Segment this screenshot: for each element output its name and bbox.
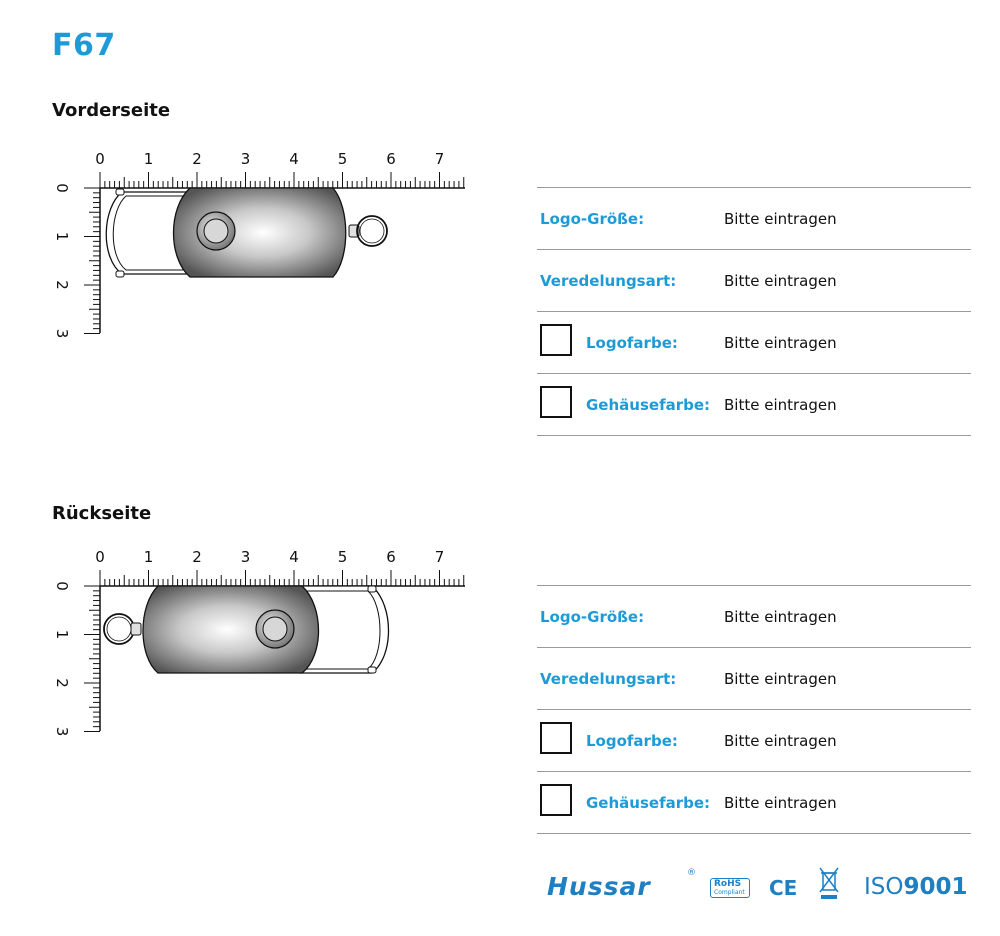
- iso-prefix: ISO: [864, 874, 904, 900]
- ruler-number-x: 2: [192, 150, 202, 168]
- finishing-type-label: Veredelungsart:: [540, 271, 677, 290]
- ruler-number-x: 2: [192, 548, 202, 566]
- back-ruler-y-numbers: [53, 581, 71, 736]
- front-ruler-y-numbers: [53, 183, 71, 338]
- ruler-number-x: 7: [434, 548, 445, 566]
- logo-color-checkbox[interactable]: [540, 722, 572, 754]
- iso-icon: [864, 874, 968, 900]
- front-row-logo-color: [537, 312, 971, 374]
- ruler-number-y: 1: [53, 629, 71, 640]
- ruler-number-x: 3: [240, 548, 251, 566]
- back-ruler-x-numbers: [95, 548, 444, 566]
- ruler-number-x: 4: [289, 548, 299, 566]
- ruler-number-y: 3: [53, 726, 71, 737]
- front-heading: Vorderseite: [52, 100, 171, 121]
- ruler-number-x: 4: [289, 150, 299, 168]
- logo-color-checkbox[interactable]: [540, 324, 572, 356]
- ruler-number-x: 3: [240, 150, 251, 168]
- ruler-number-y: 3: [53, 328, 71, 339]
- ruler-number-x: 7: [434, 150, 445, 168]
- ruler-number-y: 0: [53, 581, 71, 591]
- housing-color-label: Gehäusefarbe:: [586, 793, 711, 812]
- logo-size-label: Logo-Größe:: [540, 209, 645, 228]
- front-row-logo-size: [537, 187, 971, 250]
- logo-size-value[interactable]: Bitte eintragen: [724, 607, 837, 626]
- usb-stick-back: [104, 586, 389, 673]
- back-ruler-drawing: [40, 536, 470, 741]
- registered-mark: ®: [687, 868, 696, 878]
- usb-stick-front: [106, 188, 387, 277]
- logo-color-value[interactable]: Bitte eintragen: [724, 731, 837, 750]
- ce-mark-icon: CE: [769, 876, 798, 900]
- logo-color-label: Logofarbe:: [586, 333, 678, 352]
- back-figure: [40, 536, 470, 741]
- page-title: F67: [52, 28, 116, 63]
- ruler-number-x: 1: [143, 150, 154, 168]
- finishing-type-value[interactable]: Bitte eintragen: [724, 271, 837, 290]
- front-ruler-x-ticks: [100, 172, 464, 188]
- iso-number: 9001: [903, 874, 968, 900]
- front-row-housing-color: [537, 374, 971, 436]
- ruler-number-x: 1: [143, 548, 154, 566]
- finishing-type-value[interactable]: Bitte eintragen: [724, 669, 837, 688]
- back-row-finishing-type: [537, 648, 971, 710]
- logo-color-value[interactable]: Bitte eintragen: [724, 333, 837, 352]
- front-ruler-x-numbers: [95, 150, 444, 168]
- back-ruler-x-ticks: [100, 570, 464, 586]
- ruler-number-x: 6: [386, 548, 396, 566]
- ruler-number-y: 2: [53, 280, 71, 290]
- ruler-number-y: 2: [53, 678, 71, 688]
- logo-size-value[interactable]: Bitte eintragen: [724, 209, 837, 228]
- housing-color-value[interactable]: Bitte eintragen: [724, 793, 837, 812]
- certification-footer: [547, 862, 967, 912]
- ruler-number-x: 5: [337, 548, 348, 566]
- back-heading: Rückseite: [52, 503, 152, 524]
- front-figure: [40, 138, 470, 343]
- ruler-number-x: 6: [386, 150, 396, 168]
- front-form: [537, 187, 971, 436]
- rohs-subtext: Compliant: [714, 889, 745, 896]
- ruler-number-y: 0: [53, 183, 71, 193]
- front-ruler-y-ticks: [84, 188, 100, 334]
- front-row-finishing-type: [537, 250, 971, 312]
- hussar-logo: Hussar: [547, 872, 651, 901]
- front-ruler-drawing: [40, 138, 470, 343]
- rohs-icon: [710, 878, 750, 898]
- finishing-type-label: Veredelungsart:: [540, 669, 677, 688]
- logo-color-label: Logofarbe:: [586, 731, 678, 750]
- back-ruler-y-ticks: [84, 586, 100, 732]
- housing-color-checkbox[interactable]: [540, 386, 572, 418]
- back-row-logo-size: [537, 585, 971, 648]
- rohs-text: RoHS: [714, 879, 742, 889]
- back-row-logo-color: [537, 710, 971, 772]
- housing-color-label: Gehäusefarbe:: [586, 395, 711, 414]
- weee-bin-icon: [818, 866, 840, 900]
- ruler-number-x: 5: [337, 150, 348, 168]
- ruler-number-y: 1: [53, 231, 71, 242]
- logo-size-label: Logo-Größe:: [540, 607, 645, 626]
- back-row-housing-color: [537, 772, 971, 834]
- housing-color-checkbox[interactable]: [540, 784, 572, 816]
- back-form: [537, 585, 971, 834]
- ruler-number-x: 0: [95, 548, 105, 566]
- housing-color-value[interactable]: Bitte eintragen: [724, 395, 837, 414]
- ruler-number-x: 0: [95, 150, 105, 168]
